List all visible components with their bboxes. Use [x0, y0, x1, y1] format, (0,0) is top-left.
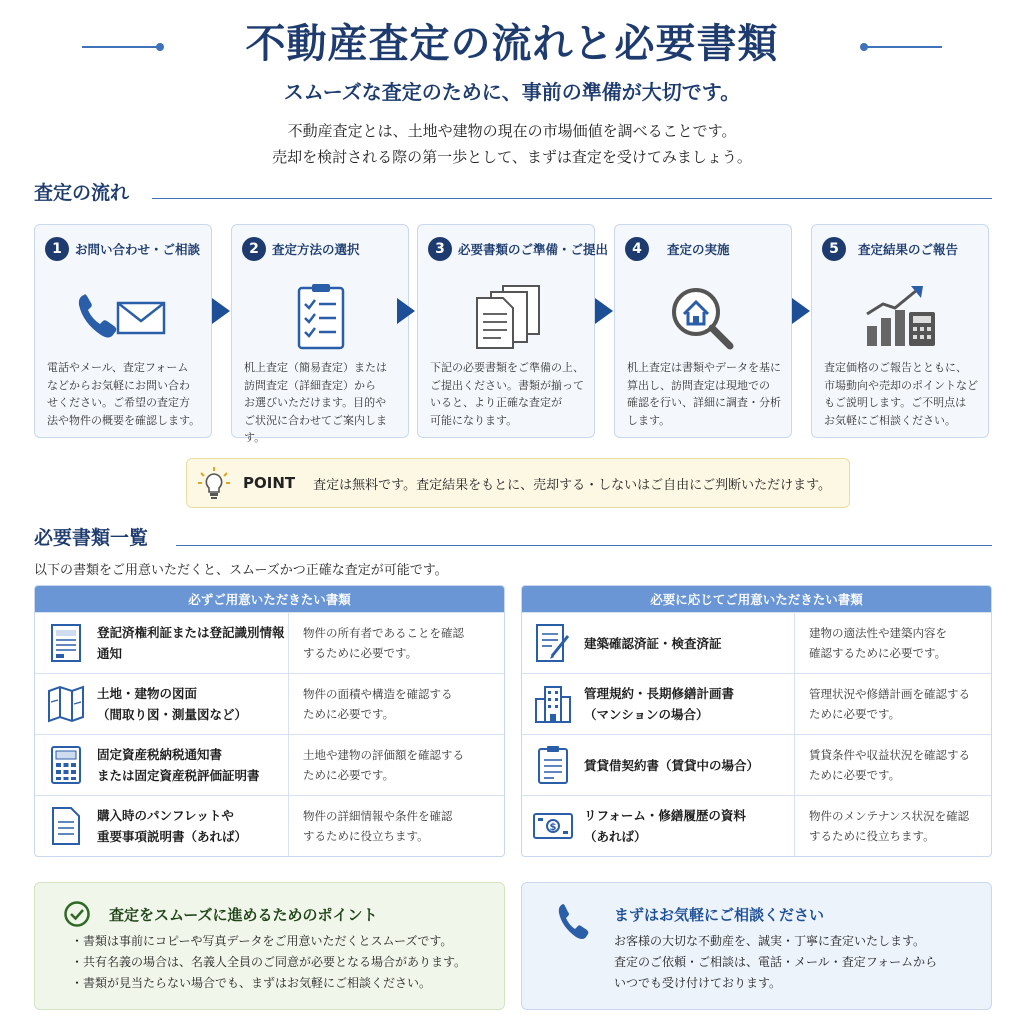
doc-name [584, 735, 794, 795]
contact-text [614, 931, 937, 994]
table-row [35, 673, 504, 734]
desc-line: 机上査定（簡易査定）または [244, 361, 387, 374]
step-title: お問い合わせ・ご相談 [75, 242, 201, 257]
table-row [35, 612, 504, 673]
list-item: ・ 共有名義の場合は、名義人全員のご同意が必要となる場合があります。 [71, 952, 466, 973]
desc-line: 電話やメール、査定フォーム [47, 361, 189, 374]
flow-step-1 [34, 224, 212, 438]
intro-line: 売却を検討される際の第一歩として、まずは査定を受けてみましょう。 [272, 148, 752, 166]
desc-line: もご説明します。ご不明点は [824, 396, 967, 409]
table-row [522, 795, 991, 856]
doc-name [97, 613, 288, 673]
desc-line: ご状況に合わせてご案内します。 [244, 413, 387, 444]
desc-line: 査定価格のご報告とともに、 [824, 361, 967, 374]
contact-line: いつでも受け付けております。 [614, 976, 782, 990]
note-line: ために必要です。 [303, 707, 395, 721]
list-item: ・ 書類は事前にコピーや写真データをご用意いただくとスムーズです。 [71, 931, 466, 952]
doc-name [584, 613, 794, 673]
step-title: 査定の実施 [667, 242, 730, 257]
flow-step-2 [231, 224, 409, 444]
tips-box [34, 882, 505, 1010]
desc-line: 下記の必要書類をご準備の上、 [430, 361, 584, 374]
desc-line: お選びいただけます。目的や [244, 396, 387, 409]
tips-title: 査定をスムーズに進めるためのポイント [109, 906, 378, 924]
desc-line: 机上査定は書類やデータを基に [627, 361, 781, 374]
doc-name-line: または固定資産税評価証明書 [97, 768, 260, 783]
desc-line: 訪問査定（詳細査定）から [244, 378, 376, 392]
doc-note [794, 735, 991, 795]
desc-line: 確認を行い、詳細に調査・分析 [627, 396, 781, 409]
step-title: 必要書類のご準備・ご提出 [458, 242, 609, 257]
desc-line: 算出し、訪問査定は現地での [627, 378, 770, 392]
calculator-icon [49, 744, 83, 786]
step-description [430, 359, 588, 429]
doc-note [794, 674, 991, 734]
contact-line: お客様の大切な不動産を、誠実・丁寧に査定いたします。 [614, 934, 926, 948]
table-row [35, 795, 504, 856]
note-line: ために必要です。 [303, 768, 395, 782]
point-callout [186, 458, 850, 508]
check-circle-icon [63, 900, 91, 928]
intro-text [0, 118, 1024, 170]
point-text: 査定は無料です。査定結果をもとに、売却する・しないはご自由にご判断いただけます。 [313, 477, 832, 493]
flow-arrow-icon [212, 298, 230, 324]
contact-line: 査定のご依頼・ご相談は、電話・メール・査定フォームから [614, 955, 938, 969]
doc-name [97, 735, 288, 795]
note-line: ために必要です。 [809, 768, 901, 782]
svg-text:$: $ [549, 822, 557, 833]
doc-note [288, 735, 504, 795]
money-bill-icon [531, 808, 575, 844]
document-pen-icon [534, 622, 572, 664]
note-line: 物件の所有者であることを確認 [303, 626, 464, 640]
table-row [522, 734, 991, 795]
flow-arrow-icon [595, 298, 613, 324]
note-line: 管理状況や修繕計画を確認する [809, 687, 970, 701]
flow-step-4 [614, 224, 792, 438]
desc-line: 可能になります。 [430, 413, 518, 427]
flow-heading: 査定の流れ [34, 182, 130, 204]
desc-line: などからお気軽にお問い合わ [47, 378, 190, 392]
note-line: するために役立ちます。 [809, 829, 935, 843]
step-description [244, 359, 402, 447]
step-number: 3 [428, 237, 452, 261]
doc-name-line: （あれば） [584, 829, 647, 844]
flow-heading-rule [152, 198, 992, 199]
step-title: 査定方法の選択 [272, 242, 360, 257]
doc-name-line: （マンションの場合） [584, 707, 709, 722]
doc-name [584, 796, 794, 856]
note-line: 物件の詳細情報や条件を確認 [303, 809, 453, 823]
step-number: 1 [45, 237, 69, 261]
clipboard-icon [536, 744, 570, 786]
table-header: 必ずご用意いただきたい書類 [35, 586, 504, 612]
optional-docs-table [521, 585, 992, 857]
phone-mail-icon [74, 287, 174, 347]
contact-box [521, 882, 992, 1010]
doc-note [794, 613, 991, 673]
doc-name [97, 796, 288, 856]
table-row [522, 612, 991, 673]
required-docs-table [34, 585, 505, 857]
doc-name [97, 674, 288, 734]
desc-line: 法や物件の概要を確認します。 [47, 413, 201, 427]
doc-note [288, 674, 504, 734]
page-title: 不動産査定の流れと必要書類 [245, 21, 779, 67]
note-line: するために必要です。 [303, 646, 418, 660]
point-label: POINT [243, 474, 296, 492]
tips-list [71, 931, 466, 994]
desc-line: せください。ご希望の査定方 [47, 396, 190, 409]
note-line: 賃貸条件や収益状況を確認する [809, 748, 970, 762]
flow-arrow-icon [792, 298, 810, 324]
table-row [35, 734, 504, 795]
intro-line: 不動産査定とは、土地や建物の現在の市場価値を調べることです。 [287, 122, 737, 140]
page-subtitle: スムーズな査定のために、事前の準備が大切です。 [283, 80, 741, 104]
flow-arrow-icon [397, 298, 415, 324]
note-line: ために必要です。 [809, 707, 901, 721]
step-description [824, 359, 982, 429]
doc-name-line: （間取り図・測量図など） [97, 707, 248, 722]
note-line: 土地や建物の評価額を確認する [303, 748, 464, 762]
doc-note [288, 613, 504, 673]
note-line: 物件の面積や構造を確認する [303, 687, 453, 701]
doc-name-line: 購入時のパンフレットや [97, 808, 234, 823]
doc-name-line: 管理規約・長期修繕計画書 [584, 686, 735, 701]
desc-line: します。 [627, 413, 671, 427]
doc-name-line: 重要事項説明書（あれば） [97, 829, 248, 844]
doc-note [794, 796, 991, 856]
doc-name-line: 建築確認済証・検査済証 [584, 635, 722, 651]
map-icon [46, 684, 86, 724]
doc-name-line: 土地・建物の図面 [97, 686, 198, 701]
note-line: 確認するために必要です。 [809, 646, 947, 660]
flow-step-5 [811, 224, 989, 438]
title-area [0, 14, 1024, 74]
table-row [522, 673, 991, 734]
doc-name [584, 674, 794, 734]
docs-lead-text: 以下の書類をご用意いただくと、スムーズかつ正確な査定が可能です。 [34, 563, 448, 578]
step-description [627, 359, 785, 429]
doc-name-line: 登記済権利証または登記識別情報通知 [97, 625, 285, 661]
step-title: 査定結果のご報告 [858, 242, 959, 257]
doc-name-line: 固定資産税納税通知書 [97, 747, 223, 762]
doc-name-line: 賃貸借契約書（賃貸中の場合） [584, 757, 760, 773]
note-line: 建物の適法性や建築内容を [809, 626, 947, 640]
chart-calculator-icon [861, 282, 941, 352]
building-icon [533, 683, 573, 725]
step-number: 2 [242, 237, 266, 261]
checklist-icon [291, 282, 351, 352]
lightbulb-icon [197, 465, 231, 501]
list-item: ・ 書類が見当たらない場合でも、まずはお気軽にご相談ください。 [71, 973, 466, 994]
step-number: 5 [822, 237, 846, 261]
documents-icon [467, 282, 547, 352]
certificate-icon [49, 622, 83, 664]
note-line: 物件のメンテナンス状況を確認 [809, 809, 970, 823]
step-number: 4 [625, 237, 649, 261]
contact-title: まずはお気軽にご相談ください [614, 906, 825, 924]
table-header: 必要に応じてご用意いただきたい書類 [522, 586, 991, 612]
note-line: するために役立ちます。 [303, 829, 429, 843]
desc-line: ご提出ください。書類が揃って [430, 378, 584, 392]
desc-line: いると、より正確な査定が [430, 396, 562, 409]
docs-heading-rule [176, 545, 992, 546]
document-icon [49, 805, 83, 847]
doc-note [288, 796, 504, 856]
house-magnifier-icon [664, 282, 744, 352]
phone-icon [556, 901, 592, 941]
flow-step-3 [417, 224, 609, 438]
desc-line: 市場動向や売却のポイントなど [824, 378, 978, 392]
step-description [47, 359, 205, 429]
desc-line: お気軽にご相談ください。 [824, 413, 956, 427]
doc-name-line: リフォーム・修繕履歴の資料 [584, 808, 746, 823]
docs-heading: 必要書類一覧 [34, 527, 149, 549]
